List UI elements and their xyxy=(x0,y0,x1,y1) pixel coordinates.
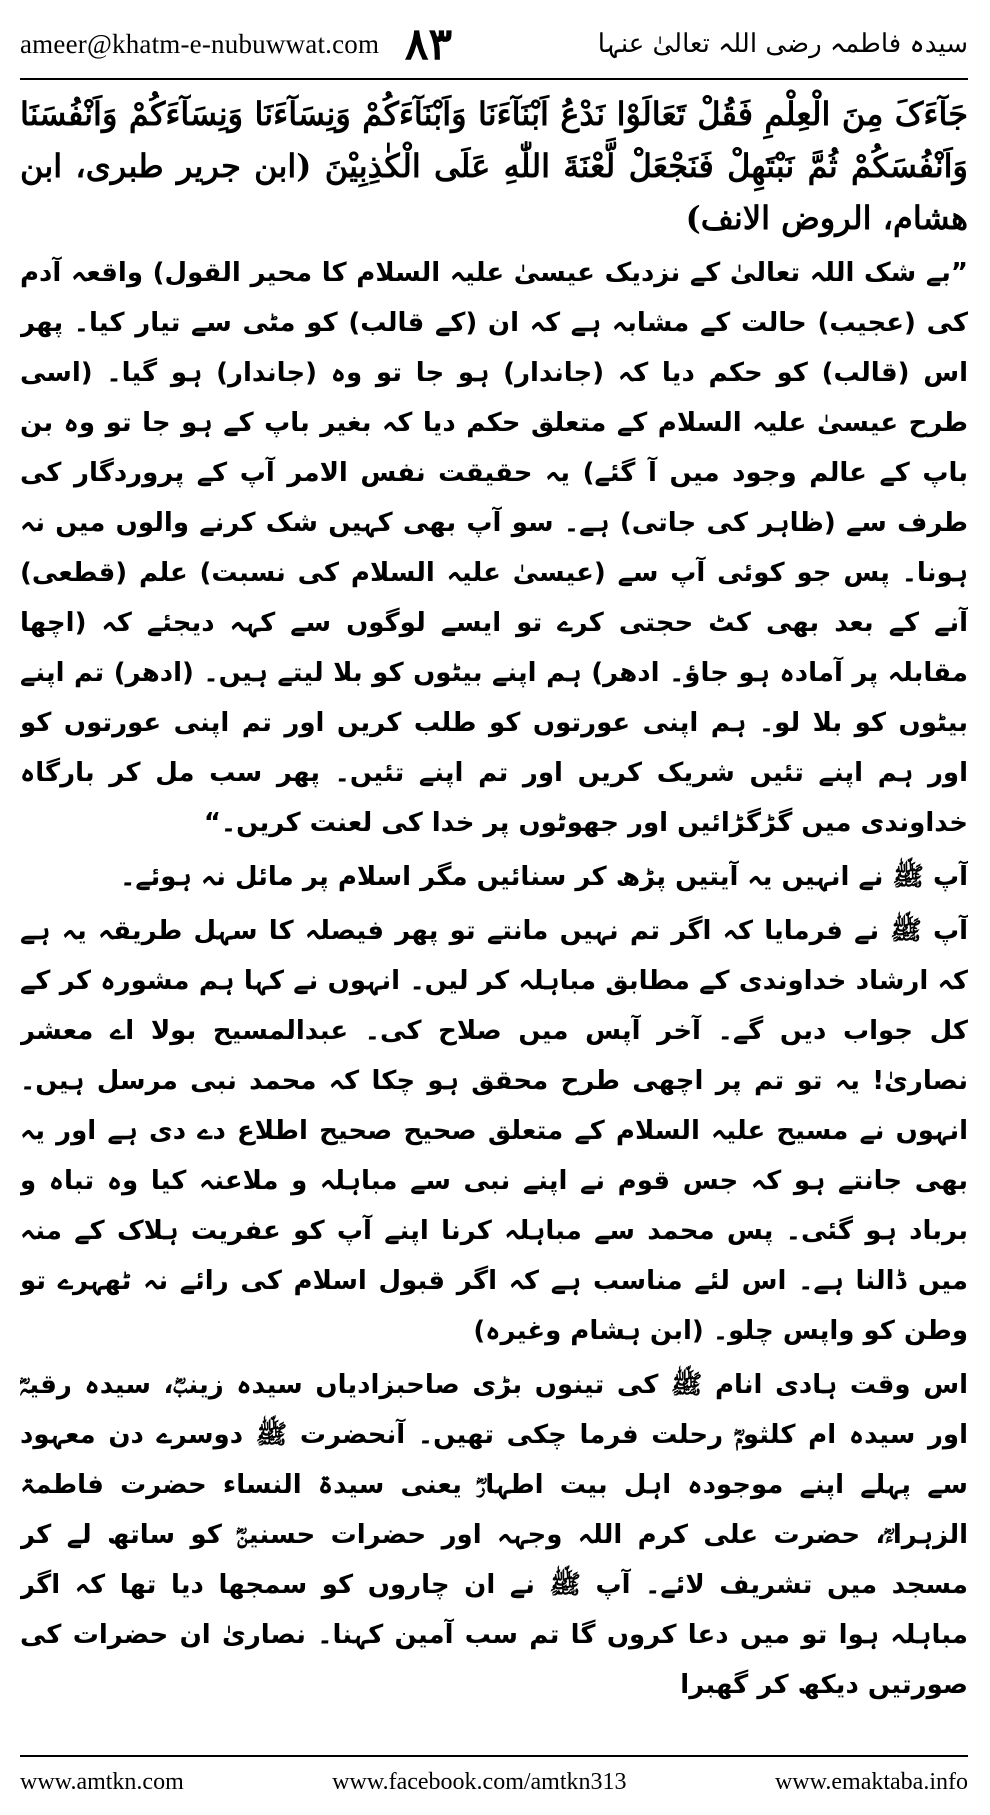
paragraph-ahl-e-bait: اس وقت ہادی انام ﷺ کی تینوں بڑی صاحبزادیاں سیدہ زینبؓ، سیدہ رقیہؓ اور سیدہ ام کلثومؓ رحلت فرما چکی تھیں۔ آنحضرت ﷺ دوسرے دن معہود سے پہلے اپنے موجودہ اہل بیت اطہارؓ یعنی سیدۃ النساء حضرت فاطمۃ الزہراءؓ، حضرت علی کرم اللہ وجہہ اور حضرات حسنینؓ کو ساتھ لے کر مسجد میں تشریف لائے۔ آپ ﷺ نے ان چاروں کو سمجھا دیا تھا کہ اگر مباہلہ ہوا تو میں دعا کروں گا تم سب آمین کہنا۔ نصاریٰ ان حضرات کی صورتیں دیکھ کر گھبرا xyxy=(20,1370,968,1700)
verse-references: (ابن جریر طبری، ابن هشام، الروض الانف) xyxy=(20,147,968,237)
footer-link-emaktaba[interactable]: www.emaktaba.info xyxy=(774,1768,968,1795)
page-body xyxy=(20,88,968,1745)
paragraph-mubahala-text: آپ ﷺ نے فرمایا کہ اگر تم نہیں مانتے تو پھر فیصلہ کا سہل طریقہ یہ ہے کہ ارشاد خداوندی کے مطابق مباہلہ کر لیں۔ انہوں نے کہا ہم مشورہ کر کے کل جواب دیں گے۔ آخر آپس میں صلاح کی۔ عبدالمسیح بولا اے معشر نصاریٰ! یہ تو تم پر اچھی طرح محقق ہو چکا کہ محمد نبی مرسل ہیں۔ انہوں نے مسیح علیہ السلام کے متعلق صحیح صحیح اطلاع دے دی ہے اور یہ بھی جانتے ہو کہ جس قوم نے اپنے نبی سے مباہلہ و ملاعنہ کیا وہ تباہ و برباد ہو گئی۔ پس محمد سے مباہلہ کرنا اپنے آپ کو عفریت ہلاک کے منہ میں ڈالنا ہے۔ اس لئے مناسب ہے کہ اگر قبول اسلام کی رائے نہ ٹھہرے تو وطن کو واپس چلو۔ xyxy=(20,916,968,1346)
page-header xyxy=(20,14,968,74)
running-title: سیدہ فاطمہ رضی اللہ تعالیٰ عنہا xyxy=(597,29,968,59)
translation-paragraph: ”بے شک اللہ تعالیٰ کے نزدیک عیسیٰ علیہ السلام کا محیر القول) واقعہ آدم کی (عجیب) حالت کے مشابہ ہے کہ ان (کے قالب) کو مٹی سے تیار کیا۔ پھر اس (قالب) کو حکم دیا کہ (جاندار) ہو جا تو وہ (جاندار) ہو گیا۔ (اسی طرح عیسیٰ علیہ السلام کے متعلق حکم دیا کہ بغیر باپ کے ہو جا تو وہ بن باپ کے عالم وجود میں آ گئے) یہ حقیقت نفس الامر آپ کے پروردگار کی طرف سے (ظاہر کی جاتی) ہے۔ سو آپ بھی کہیں شک کرنے والوں میں نہ ہونا۔ پس جو کوئی آپ سے (عیسیٰ علیہ السلام کی نسبت) علم (قطعی) آنے کے بعد بھی کٹ حجتی کرے تو ایسے لوگوں سے کہہ دیجئے کہ (اچھا مقابلہ پر آمادہ ہو جاؤ۔ ادھر) ہم اپنے بیٹوں کو بلا لیتے ہیں۔ (ادھر) تم اپنے بیٹوں کو بلا لو۔ ہم اپنی عورتوں کو طلب کریں اور تم اپنی عورتوں کو اور ہم اپنے تئیں شریک کریں اور تم اپنے تئیں۔ پھر سب مل کر بارگاہ خداوندی میں گڑگڑائیں اور جھوٹوں پر خدا کی لعنت کریں۔“ xyxy=(20,258,968,838)
paragraph-reference: (ابن ہشام وغیرہ) xyxy=(473,1316,704,1346)
page-footer xyxy=(20,1763,968,1801)
page-number: ۸۳ xyxy=(404,18,453,70)
quran-verse xyxy=(20,88,968,244)
paragraph-mubahala-proposal xyxy=(20,906,968,1356)
header-email: ameer@khatm-e-nubuwwat.com xyxy=(20,28,380,59)
header-rule xyxy=(20,78,968,80)
footer-rule xyxy=(20,1755,968,1757)
quran-verse-text: جَآءَکَ مِنَ الْعِلْمِ فَقُلْ تَعَالَوْا نَدْعُ اَبْنَآءَنَا وَاَبْنَآءَکُمْ وَنِسَآءَنَا وَنِسَآءَکُمْ وَاَنْفُسَنَا وَاَنْفُسَکُمْ ثُمَّ نَبْتَهِلْ فَنَجْعَلْ لَّعْنَةَ اللّٰهِ عَلَی الْکٰذِبِیْنَ xyxy=(20,95,968,185)
paragraph-recitation: آپ ﷺ نے انہیں یہ آیتیں پڑھ کر سنائیں مگر اسلام پر مائل نہ ہوئے۔ xyxy=(120,862,968,892)
footer-link-amtkn[interactable]: www.amtkn.com xyxy=(20,1768,184,1795)
footer-link-facebook[interactable]: www.facebook.com/amtkn313 xyxy=(332,1768,627,1795)
